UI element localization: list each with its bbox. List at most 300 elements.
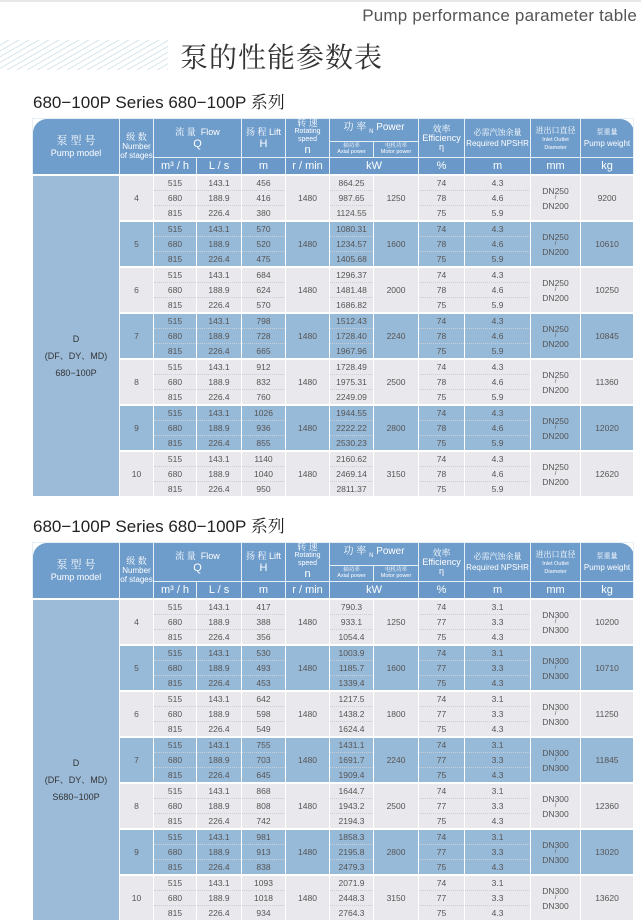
speed-cell: 1480 [286,267,330,313]
efficiency-cell: 74 [419,829,465,845]
flow-ls-cell: 188.9 [197,283,242,298]
series-title-2: 680−100P Series 680−100P 系列 [33,512,285,537]
flow-m3h-cell: 680 [154,891,197,906]
efficiency-cell: 75 [419,344,465,360]
diameter-bottom: DN200 [531,385,580,395]
axial-power-cell: 790.3 [330,599,374,615]
axial-power-cell: 1481.48 [330,283,374,298]
flow-m3h-cell: 680 [154,661,197,676]
axial-power-cell: 864.25 [330,175,374,191]
axial-power-cell: 1728.49 [330,359,374,375]
efficiency-cell: 78 [419,237,465,252]
efficiency-cell: 75 [419,482,465,497]
axial-power-cell: 1967.96 [330,344,374,360]
efficiency-cell: 74 [419,599,465,615]
npshr-cell: 3.3 [465,661,531,676]
diameter-cell [531,313,581,359]
speed-cell: 1480 [286,359,330,405]
axial-power-cell: 1124.55 [330,206,374,222]
flow-m3h-cell: 815 [154,298,197,314]
axial-power-cell: 1728.40 [330,329,374,344]
efficiency-cell: 74 [419,221,465,237]
efficiency-cell: 74 [419,313,465,329]
diameter-sep: / [531,712,580,717]
diameter-top: DN300 [531,886,580,896]
stages-cell: 7 [120,737,154,783]
axial-power-cell: 987.65 [330,191,374,206]
flow-ls-cell: 143.1 [197,599,242,615]
diameter-cell [531,829,581,875]
unit-flow-ls: L / s [197,582,242,600]
lift-cell: 475 [242,252,286,268]
flow-m3h-cell: 815 [154,482,197,497]
unit-eff: % [419,582,465,600]
unit-flow-m3h: m³ / h [154,158,197,176]
diameter-top: DN300 [531,656,580,666]
header-efficiency: 效率 Efficiency η [419,119,465,158]
diameter-bottom: DN300 [531,717,580,727]
efficiency-cell: 77 [419,799,465,814]
header-stages: 级 数 Number of stages [120,119,154,176]
npshr-cell: 4.3 [465,676,531,692]
npshr-cell: 4.3 [465,630,531,646]
axial-power-cell: 1339.4 [330,676,374,692]
flow-m3h-cell: 515 [154,451,197,467]
npshr-cell: 4.3 [465,359,531,375]
axial-power-cell: 2469.14 [330,467,374,482]
lift-cell: 798 [242,313,286,329]
speed-cell: 1480 [286,691,330,737]
diameter-bottom: DN200 [531,247,580,257]
flow-m3h-cell: 815 [154,390,197,406]
diameter-cell [531,737,581,783]
diameter-sep: / [531,666,580,671]
performance-table-1 [32,118,633,496]
efficiency-cell: 74 [419,405,465,421]
efficiency-cell: 74 [419,451,465,467]
lift-cell: 950 [242,482,286,497]
unit-power: kW [330,582,419,600]
flow-m3h-cell: 680 [154,329,197,344]
unit-weight: kg [581,582,634,600]
speed-cell: 1480 [286,737,330,783]
flow-m3h-cell: 680 [154,753,197,768]
stages-cell: 8 [120,783,154,829]
flow-ls-cell: 226.4 [197,860,242,876]
lift-cell: 1093 [242,875,286,891]
flow-m3h-cell: 680 [154,845,197,860]
lift-cell: 868 [242,783,286,799]
speed-cell: 1480 [286,783,330,829]
efficiency-cell: 77 [419,707,465,722]
table-row [33,451,634,467]
lift-cell: 1026 [242,405,286,421]
flow-m3h-cell: 515 [154,829,197,845]
lift-cell: 684 [242,267,286,283]
flow-ls-cell: 188.9 [197,615,242,630]
lift-cell: 456 [242,175,286,191]
table-row [33,267,634,283]
lift-cell: 388 [242,615,286,630]
diameter-top: DN250 [531,370,580,380]
npshr-cell: 4.3 [465,906,531,920]
lift-cell: 703 [242,753,286,768]
axial-power-cell: 1686.82 [330,298,374,314]
diameter-top: DN300 [531,610,580,620]
header-npshr: 必需汽蚀余量 Required NPSHR [465,543,531,582]
efficiency-cell: 75 [419,630,465,646]
speed-cell: 1480 [286,829,330,875]
motor-power-cell: 1250 [374,175,419,221]
flow-ls-cell: 143.1 [197,359,242,375]
flow-ls-cell: 226.4 [197,906,242,920]
table-row [33,645,634,661]
table-row [33,599,634,615]
npshr-cell: 3.3 [465,707,531,722]
flow-ls-cell: 226.4 [197,344,242,360]
diameter-bottom: DN200 [531,339,580,349]
flow-ls-cell: 188.9 [197,421,242,436]
axial-power-cell: 2249.09 [330,390,374,406]
efficiency-cell: 75 [419,206,465,222]
motor-power-cell: 2000 [374,267,419,313]
stages-cell: 4 [120,175,154,221]
npshr-cell: 4.6 [465,467,531,482]
flow-m3h-cell: 515 [154,783,197,799]
diameter-sep: / [531,620,580,625]
flow-ls-cell: 143.1 [197,221,242,237]
flow-m3h-cell: 515 [154,175,197,191]
flow-ls-cell: 188.9 [197,661,242,676]
flow-m3h-cell: 680 [154,615,197,630]
efficiency-cell: 74 [419,691,465,707]
header-weight: 泵重量 Pump weight [581,119,634,158]
table-row [33,359,634,375]
header-pump-model: 泵 型 号 Pump model [33,543,120,600]
diameter-sep: / [531,242,580,247]
npshr-cell: 4.6 [465,329,531,344]
diameter-bottom: DN300 [531,855,580,865]
diameter-top: DN300 [531,794,580,804]
lift-cell: 356 [242,630,286,646]
npshr-cell: 3.1 [465,829,531,845]
pump-model-line: S680−100P [33,789,119,806]
motor-power-cell: 2800 [374,829,419,875]
efficiency-cell: 75 [419,252,465,268]
unit-dia: mm [531,158,581,176]
diameter-top: DN250 [531,186,580,196]
parameter-table [32,118,634,496]
npshr-cell: 5.9 [465,436,531,452]
efficiency-cell: 74 [419,645,465,661]
efficiency-cell: 75 [419,814,465,830]
efficiency-cell: 75 [419,768,465,784]
lift-cell: 1018 [242,891,286,906]
weight-cell: 12360 [581,783,634,829]
diameter-bottom: DN200 [531,431,580,441]
efficiency-cell: 75 [419,436,465,452]
flow-m3h-cell: 815 [154,436,197,452]
weight-cell: 10845 [581,313,634,359]
stages-cell: 6 [120,691,154,737]
axial-power-cell: 2811.37 [330,482,374,497]
unit-flow-ls: L / s [197,158,242,176]
flow-m3h-cell: 680 [154,707,197,722]
lift-cell: 934 [242,906,286,920]
flow-m3h-cell: 815 [154,814,197,830]
axial-power-cell: 2764.3 [330,906,374,920]
flow-m3h-cell: 815 [154,252,197,268]
stages-cell: 8 [120,359,154,405]
unit-npshr: m [465,158,531,176]
flow-ls-cell: 188.9 [197,467,242,482]
page-title-en: Pump performance parameter table [362,6,637,26]
speed-cell: 1480 [286,221,330,267]
npshr-cell: 3.3 [465,615,531,630]
axial-power-cell: 1944.55 [330,405,374,421]
efficiency-cell: 78 [419,329,465,344]
unit-npshr: m [465,582,531,600]
diameter-cell [531,359,581,405]
flow-m3h-cell: 815 [154,630,197,646]
motor-power-cell: 1600 [374,645,419,691]
axial-power-cell: 1624.4 [330,722,374,738]
table-row [33,313,634,329]
parameter-table [32,542,634,920]
header-flow: 流 量 Flow Q [154,119,242,158]
efficiency-cell: 74 [419,175,465,191]
axial-power-cell: 1185.7 [330,661,374,676]
unit-dia: mm [531,582,581,600]
axial-power-cell: 1054.4 [330,630,374,646]
flow-ls-cell: 188.9 [197,753,242,768]
npshr-cell: 4.3 [465,221,531,237]
stages-cell: 10 [120,875,154,920]
npshr-cell: 5.9 [465,344,531,360]
motor-power-cell: 3150 [374,451,419,496]
axial-power-cell: 1296.37 [330,267,374,283]
efficiency-cell: 75 [419,860,465,876]
flow-ls-cell: 143.1 [197,267,242,283]
header-motor-power: 电机功率 Motor power [374,141,419,157]
header-power: 功 率 $_N$ Power [330,543,419,566]
npshr-cell: 3.1 [465,691,531,707]
flow-m3h-cell: 680 [154,467,197,482]
diameter-sep: / [531,758,580,763]
flow-ls-cell: 226.4 [197,814,242,830]
flow-ls-cell: 226.4 [197,206,242,222]
diameter-sep: / [531,196,580,201]
npshr-cell: 4.3 [465,313,531,329]
npshr-cell: 4.6 [465,375,531,390]
flow-m3h-cell: 680 [154,375,197,390]
lift-cell: 417 [242,599,286,615]
diameter-sep: / [531,288,580,293]
lift-cell: 624 [242,283,286,298]
axial-power-cell: 1438.2 [330,707,374,722]
table-row [33,691,634,707]
diameter-cell [531,783,581,829]
lift-cell: 742 [242,814,286,830]
efficiency-cell: 74 [419,359,465,375]
efficiency-cell: 78 [419,283,465,298]
diameter-top: DN300 [531,702,580,712]
diameter-sep: / [531,804,580,809]
lift-cell: 493 [242,661,286,676]
efficiency-cell: 77 [419,845,465,860]
flow-ls-cell: 143.1 [197,175,242,191]
speed-cell: 1480 [286,175,330,221]
efficiency-cell: 77 [419,891,465,906]
axial-power-cell: 2195.8 [330,845,374,860]
axial-power-cell: 1975.31 [330,375,374,390]
performance-table-2 [32,542,633,920]
table-row [33,221,634,237]
flow-m3h-cell: 815 [154,344,197,360]
speed-cell: 1480 [286,405,330,451]
efficiency-cell: 75 [419,390,465,406]
npshr-cell: 4.3 [465,175,531,191]
diameter-sep: / [531,426,580,431]
diameter-bottom: DN300 [531,625,580,635]
lift-cell: 912 [242,359,286,375]
unit-lift: m [242,582,286,600]
npshr-cell: 4.6 [465,191,531,206]
axial-power-cell: 933.1 [330,615,374,630]
lift-cell: 808 [242,799,286,814]
axial-power-cell: 1691.7 [330,753,374,768]
flow-ls-cell: 226.4 [197,252,242,268]
npshr-cell: 4.6 [465,237,531,252]
speed-cell: 1480 [286,875,330,920]
diameter-bottom: DN200 [531,293,580,303]
diameter-cell [531,267,581,313]
npshr-cell: 3.3 [465,753,531,768]
npshr-cell: 4.3 [465,768,531,784]
flow-m3h-cell: 515 [154,645,197,661]
diameter-sep: / [531,380,580,385]
diameter-bottom: DN300 [531,763,580,773]
npshr-cell: 4.3 [465,451,531,467]
header-axial-power: 轴功率 Axial power [330,565,374,581]
diameter-cell [531,451,581,496]
axial-power-cell: 1512.43 [330,313,374,329]
npshr-cell: 5.9 [465,482,531,497]
speed-cell: 1480 [286,645,330,691]
efficiency-cell: 77 [419,661,465,676]
table-row [33,783,634,799]
flow-m3h-cell: 815 [154,906,197,920]
lift-cell: 755 [242,737,286,753]
unit-lift: m [242,158,286,176]
axial-power-cell: 1431.1 [330,737,374,753]
pump-model-line: D [33,331,119,348]
unit-power: kW [330,158,419,176]
weight-cell: 9200 [581,175,634,221]
flow-m3h-cell: 515 [154,405,197,421]
diameter-cell [531,875,581,920]
weight-cell: 10200 [581,599,634,645]
axial-power-cell: 2160.62 [330,451,374,467]
diameter-sep: / [531,472,580,477]
lift-cell: 981 [242,829,286,845]
flow-ls-cell: 226.4 [197,630,242,646]
motor-power-cell: 3150 [374,875,419,920]
efficiency-cell: 74 [419,267,465,283]
flow-ls-cell: 188.9 [197,237,242,252]
diameter-bottom: DN300 [531,809,580,819]
flow-ls-cell: 143.1 [197,313,242,329]
npshr-cell: 4.3 [465,722,531,738]
npshr-cell: 3.1 [465,783,531,799]
stages-cell: 9 [120,405,154,451]
efficiency-cell: 78 [419,375,465,390]
lift-cell: 380 [242,206,286,222]
motor-power-cell: 1800 [374,691,419,737]
header-lift: 扬 程 Lift H [242,119,286,158]
efficiency-cell: 78 [419,467,465,482]
header-flow: 流 量 Flow Q [154,543,242,582]
pump-model-line: 680−100P [33,365,119,382]
flow-ls-cell: 143.1 [197,737,242,753]
top-rule [0,0,641,2]
lift-cell: 570 [242,221,286,237]
pump-model-line: D [33,755,119,772]
npshr-cell: 3.1 [465,599,531,615]
axial-power-cell: 2448.3 [330,891,374,906]
diameter-top: DN250 [531,232,580,242]
flow-ls-cell: 188.9 [197,191,242,206]
lift-cell: 642 [242,691,286,707]
lift-cell: 598 [242,707,286,722]
npshr-cell: 3.3 [465,799,531,814]
diameter-cell [531,405,581,451]
flow-ls-cell: 226.4 [197,768,242,784]
speed-cell: 1480 [286,599,330,645]
unit-speed: r / min [286,158,330,176]
stages-cell: 7 [120,313,154,359]
weight-cell: 10710 [581,645,634,691]
flow-ls-cell: 188.9 [197,329,242,344]
efficiency-cell: 77 [419,615,465,630]
axial-power-cell: 2194.3 [330,814,374,830]
lift-cell: 1040 [242,467,286,482]
flow-m3h-cell: 680 [154,237,197,252]
flow-m3h-cell: 815 [154,676,197,692]
stages-cell: 9 [120,829,154,875]
lift-cell: 728 [242,329,286,344]
diameter-sep: / [531,896,580,901]
header-speed: 转 速 Rotating speed n [286,119,330,158]
lift-cell: 453 [242,676,286,692]
stages-cell: 5 [120,645,154,691]
stages-cell: 10 [120,451,154,496]
lift-cell: 936 [242,421,286,436]
axial-power-cell: 2071.9 [330,875,374,891]
table-row [33,175,634,191]
flow-m3h-cell: 515 [154,599,197,615]
unit-weight: kg [581,158,634,176]
flow-ls-cell: 143.1 [197,405,242,421]
lift-cell: 520 [242,237,286,252]
table-row [33,875,634,891]
motor-power-cell: 2240 [374,313,419,359]
axial-power-cell: 1234.57 [330,237,374,252]
motor-power-cell: 2500 [374,783,419,829]
lift-cell: 570 [242,298,286,314]
flow-ls-cell: 188.9 [197,707,242,722]
diameter-bottom: DN200 [531,477,580,487]
